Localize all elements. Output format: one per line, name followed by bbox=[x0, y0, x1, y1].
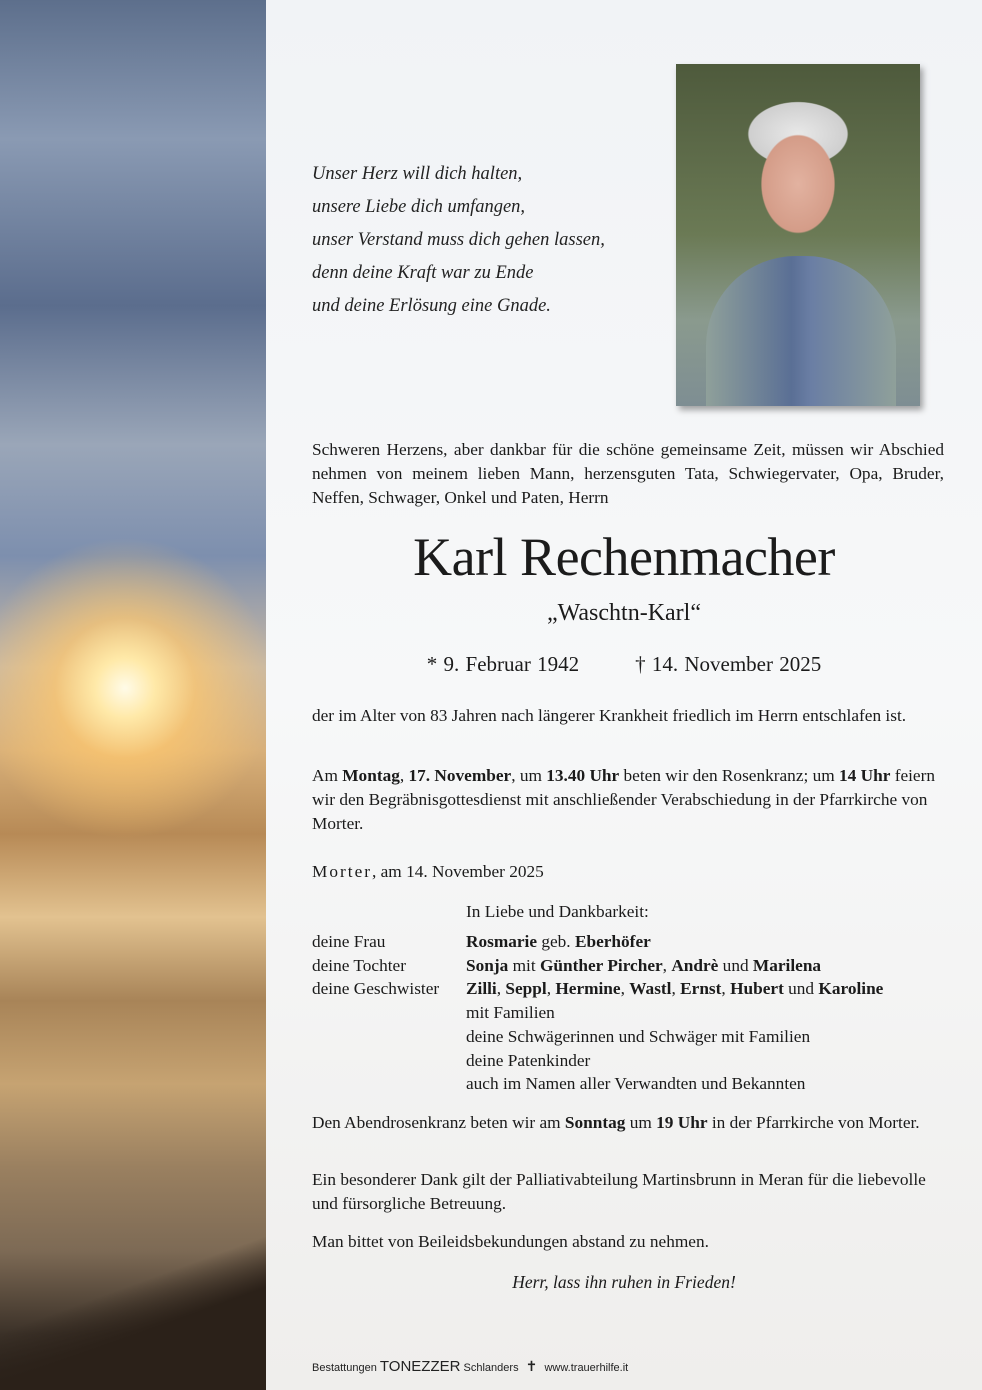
text: in der Pfarrkirche von Morter. bbox=[707, 1113, 920, 1132]
text: , bbox=[671, 979, 681, 999]
poem bbox=[312, 158, 605, 323]
text: , bbox=[620, 979, 630, 999]
bold-text: Sonntag bbox=[564, 1113, 626, 1132]
bold-text: Karoline bbox=[818, 979, 884, 999]
mourner-row bbox=[312, 1001, 883, 1025]
mourner-names bbox=[466, 977, 883, 1001]
mourner-row bbox=[312, 954, 883, 978]
funeral-text bbox=[312, 764, 944, 836]
text: mit Familien bbox=[466, 1003, 555, 1023]
poem-line: denn deine Kraft war zu Ende bbox=[312, 263, 534, 283]
closing-prayer: Herr, lass ihn ruhen in Frieden! bbox=[512, 1272, 736, 1292]
death-date: † 14. November 2025 bbox=[635, 652, 822, 676]
place: Morter bbox=[312, 862, 372, 881]
bold-text: Montag bbox=[342, 766, 400, 785]
text: und bbox=[783, 979, 819, 999]
cross-logo-icon: ✝ bbox=[525, 1358, 538, 1374]
text: um bbox=[625, 1113, 657, 1132]
footer-brand: TONEZZER bbox=[379, 1358, 461, 1375]
relation bbox=[312, 1025, 466, 1049]
text: beten wir den Rosenkranz; um bbox=[619, 766, 840, 785]
love-text: In Liebe und Dankbarkeit: bbox=[466, 902, 649, 921]
age-text: der im Alter von 83 Jahren nach längerer Krankheit friedlich im Herrn entschlafen ist. bbox=[312, 706, 907, 725]
nickname: „Waschtn-Karl“ bbox=[547, 600, 701, 626]
footer-city: Schlanders bbox=[463, 1362, 519, 1374]
footer bbox=[312, 1358, 628, 1375]
life-dates bbox=[266, 652, 982, 677]
text: und bbox=[718, 955, 753, 975]
text: , bbox=[399, 766, 409, 785]
text: deine Patenkinder bbox=[466, 1050, 591, 1070]
relation: deine Geschwister bbox=[312, 979, 440, 999]
thanks-text: Ein besonderer Dank gilt der Palliativabteilung Martinsbrunn in Meran für die liebevolle und fürsorgliche Betreuung. bbox=[312, 1170, 926, 1213]
bold-text: 13.40 Uhr bbox=[546, 766, 620, 785]
text: Den Abendrosenkranz beten wir am bbox=[312, 1113, 565, 1132]
poem-line: unsere Liebe dich umfangen, bbox=[312, 197, 526, 217]
mourner-row bbox=[312, 1072, 883, 1096]
bold-text: Seppl bbox=[505, 979, 547, 999]
text: , bbox=[721, 979, 731, 999]
relation bbox=[312, 1049, 466, 1073]
relation: deine Tochter bbox=[312, 955, 406, 975]
mourner-names bbox=[466, 1001, 555, 1025]
bold-text: Zilli bbox=[466, 979, 497, 999]
bold-text: Ernst bbox=[680, 979, 722, 999]
text: mit bbox=[508, 955, 540, 975]
place-date bbox=[312, 860, 944, 884]
text: , bbox=[546, 979, 556, 999]
birth-date: * 9. Februar 1942 bbox=[426, 652, 580, 676]
mourner-names bbox=[466, 1025, 810, 1049]
text: deine Schwägerinnen und Schwäger mit Familien bbox=[466, 1026, 811, 1046]
relation bbox=[312, 1072, 466, 1096]
mourner-row bbox=[312, 1049, 883, 1073]
poem-line: und deine Erlösung eine Gnade. bbox=[312, 296, 551, 316]
text: feiern wir den Begräbnisgottesdienst mit anschließender Verabschiedung in der Pfarrkirche von Morter. bbox=[312, 766, 936, 833]
relation: deine Frau bbox=[312, 932, 386, 951]
mourner-names bbox=[466, 1072, 805, 1096]
text: geb. bbox=[537, 932, 575, 951]
sunset-sky-image bbox=[0, 0, 266, 1390]
text: , um bbox=[511, 766, 547, 785]
bold-text: Wastl bbox=[629, 979, 672, 999]
bold-text: Hermine bbox=[555, 979, 621, 999]
bold-text: 17. November bbox=[408, 766, 512, 785]
relation bbox=[312, 1001, 466, 1025]
text: auch im Namen aller Verwandten und Bekannten bbox=[466, 1074, 806, 1094]
bold-text: Sonja bbox=[466, 955, 509, 975]
mourners-list bbox=[312, 930, 883, 1096]
bold-text: Marilena bbox=[752, 955, 822, 975]
bold-text: Andrè bbox=[671, 955, 719, 975]
mourner-names bbox=[466, 954, 821, 978]
footer-prefix: Bestattungen bbox=[312, 1362, 377, 1374]
rosary-text bbox=[312, 1111, 944, 1135]
poem-line: Unser Herz will dich halten, bbox=[312, 164, 523, 184]
mourner-names bbox=[466, 930, 651, 954]
bold-text: Eberhöfer bbox=[574, 932, 651, 951]
text: , bbox=[662, 955, 672, 975]
poem-line: unser Verstand muss dich gehen lassen, bbox=[312, 230, 605, 250]
intro-text: Schweren Herzens, aber dankbar für die schöne gemeinsame Zeit, müssen wir Abschied nehmen von meinem lieben Mann, herzensguten Tata, Schwiegervater, Opa, Bruder, Neffen, Schwager, Onkel und Paten, Herrn bbox=[312, 440, 944, 507]
bold-text: 19 Uhr bbox=[656, 1113, 708, 1132]
text: Am bbox=[312, 766, 343, 785]
mourner-row bbox=[312, 977, 883, 1001]
date: , am 14. November 2025 bbox=[372, 862, 544, 881]
portrait-photo bbox=[676, 64, 920, 406]
footer-url[interactable]: www.trauerhilfe.it bbox=[544, 1362, 629, 1374]
deceased-name: Karl Rechenmacher bbox=[413, 527, 835, 587]
bold-text: Hubert bbox=[730, 979, 784, 999]
mourner-row bbox=[312, 1025, 883, 1049]
bold-text: Rosmarie bbox=[466, 932, 538, 951]
mourner-names bbox=[466, 1049, 590, 1073]
text: , bbox=[496, 979, 506, 999]
bold-text: Günther Pircher bbox=[539, 955, 663, 975]
mourner-row bbox=[312, 930, 883, 954]
bold-text: 14 Uhr bbox=[839, 766, 891, 785]
request-text: Man bittet von Beileidsbekundungen abstand zu nehmen. bbox=[312, 1232, 709, 1251]
